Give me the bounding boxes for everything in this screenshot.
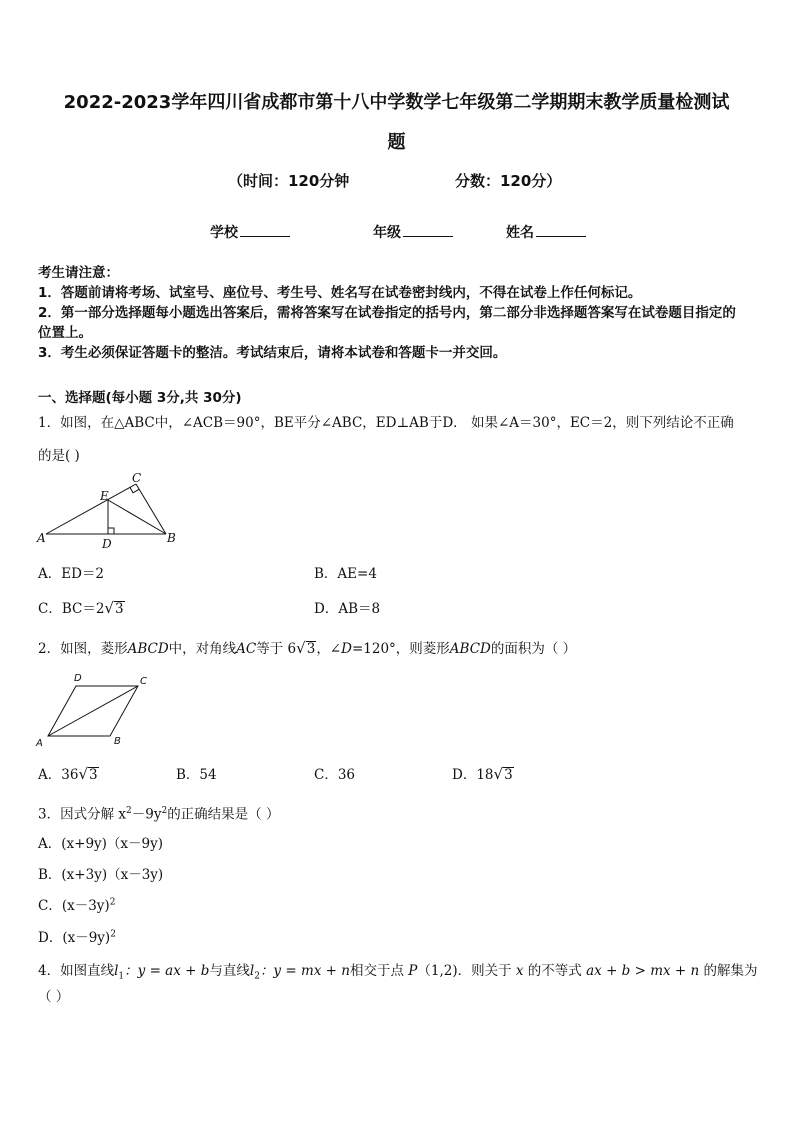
q1-option-c: C．BC＝2√3 [38,599,124,617]
notice-item: 2．第一部分选择题每小题选出答案后，需将答案写在试卷指定的括号内，第二部分非选择题答案写在试卷题目指定的 [38,305,736,321]
q3-option-d: D．$(x-9y)^2$ [38,929,116,946]
q1-triangle-figure [34,470,184,552]
grade-field [373,222,453,242]
q3-stem: 3．因式分解 $x^2-9y^2$的正确结果是（ ） [38,806,280,823]
q1-option-b: B．AE=4 [314,566,377,582]
q2-stem: 2．如图，菱形ABCD中，对角线AC等于 6√3，∠D=120°，则菱形ABCD的面积为（ ） [38,639,577,657]
q2-option-b: B．54 [176,767,217,783]
q1-label-d: D [102,537,112,551]
school-label: 学校 [210,225,238,241]
q2-option-a: A．36√3 [38,765,98,783]
notice-item: 1．答题前请将考场、试室号、座位号、考生号、姓名写在试卷密封线内，不得在试卷上作任何标记。 [38,285,642,301]
q2-label-b: B [114,736,121,747]
name-label: 姓名 [506,225,534,241]
q2-rhombus-figure [32,670,162,750]
q4-stem: 4．如图直线$l_1$：y = ax + b与直线$l_2$：y = mx + n相交于点 P（1,2)．则关于 x 的不等式 ax + b > mx + n 的解集为（ ） [38,963,758,1005]
q1-label-b: B [167,531,176,545]
q1-option-d: D．AB＝8 [314,601,381,617]
notice-item: 3．考生必须保证答题卡的整洁。考试结束后，请将本试卷和答题卡一并交回。 [38,345,507,361]
q1-stem-line2: 的是( ) [38,448,80,464]
q3-option-b: B．(x+3y)（x－3y) [38,867,164,883]
q2-label-c: C [140,676,147,687]
q2-option-d: D．18√3 [452,765,513,783]
q1-label-c: C [132,471,142,485]
exam-title-line1: 2022-2023学年四川省成都市第十八中学数学七年级第二学期期末教学质量检测试 [63,92,730,113]
section-heading: 一、选择题(每小题 3分,共 30分) [38,390,242,406]
name-field [506,222,586,242]
notice-block [38,263,758,363]
notice-heading: 考生请注意： [38,265,119,281]
q1-option-a: A．ED＝2 [38,566,105,582]
school-field [210,222,290,242]
q1-label-a: A [37,531,46,545]
exam-title-line2: 题 [387,132,406,153]
q2-label-d: D [74,673,82,684]
q1-stem-line1: 1．如图，在△ABC中，∠ACB＝90°，BE平分∠ABC，ED⊥AB于D． 如果∠A＝30°，EC＝2，则下列结论不正确 [38,415,734,431]
grade-label: 年级 [373,225,401,241]
q3-option-c: C．$(x-3y)^2$ [38,897,116,914]
q1-label-e: E [100,489,109,503]
q2-option-c: C．36 [314,767,356,783]
exam-score: 分数：120分） [455,172,562,190]
q3-option-a: A．(x+9y)（x－9y) [38,836,164,852]
exam-time: （时间：120分钟 [228,172,350,190]
notice-item: 位置上。 [38,325,92,341]
q2-label-a: A [36,738,43,749]
